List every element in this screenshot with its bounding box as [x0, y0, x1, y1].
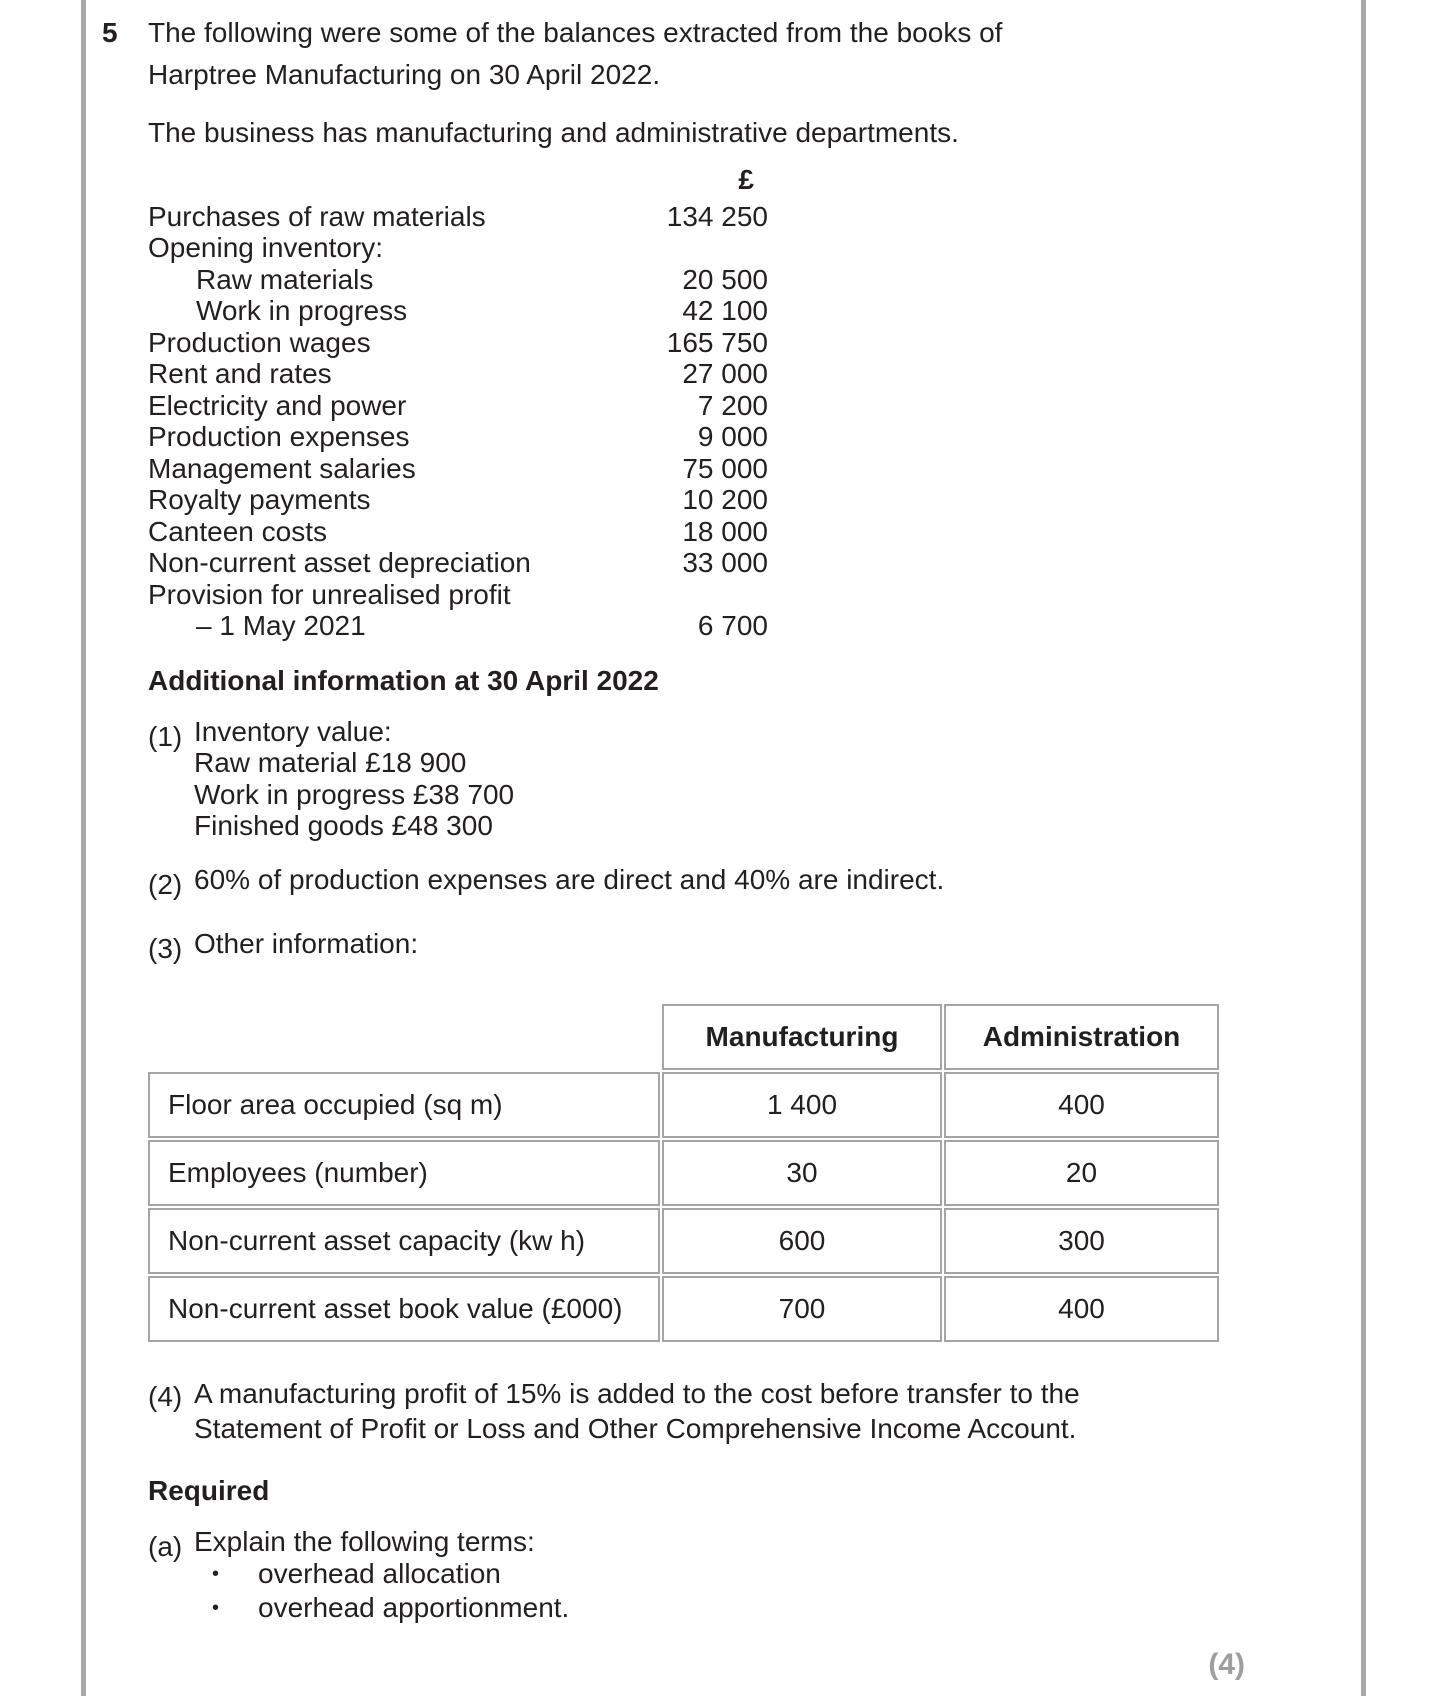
info-item-1-body — [194, 716, 1230, 842]
balance-label: Provision for unrealised profit — [148, 578, 511, 610]
currency-header: £ — [738, 164, 754, 195]
info-item-4-marker: (4) — [148, 1380, 183, 1412]
info-item-4-body — [194, 1376, 1230, 1446]
other-information-title: Other information: — [194, 927, 419, 959]
right-margin-rule — [1361, 0, 1366, 1696]
part-a — [148, 1526, 1230, 1626]
table-cell-value: 400 — [944, 1276, 1219, 1342]
balance-label: Purchases of raw materials — [148, 200, 486, 232]
table-row-label: Employees (number) — [148, 1140, 660, 1206]
inventory-work-in-progress: Work in progress £38 700 — [194, 778, 515, 810]
balance-row — [148, 516, 768, 548]
bullet-text-overhead-apportionment: overhead apportionment. — [258, 1592, 570, 1623]
balances-header-row — [148, 164, 768, 196]
balance-amount: 27 000 — [682, 358, 768, 389]
balance-row — [148, 453, 768, 485]
balance-row — [148, 232, 768, 264]
balance-amount: 6 700 — [697, 610, 768, 641]
info-item-2 — [148, 864, 1230, 906]
marks-badge: (4) — [1208, 1648, 1245, 1681]
balance-row — [148, 579, 768, 611]
table-cell-value: 600 — [662, 1208, 942, 1274]
production-expenses-note: 60% of production expenses are direct and 40% are indirect. — [194, 863, 945, 895]
balance-row — [148, 610, 768, 642]
info-item-3 — [148, 928, 1230, 970]
balance-amount: 10 200 — [682, 484, 768, 515]
balance-label: Canteen costs — [148, 515, 327, 547]
info-item-3-marker: (3) — [148, 932, 183, 964]
part-a-body — [194, 1526, 1230, 1626]
inventory-raw-material: Raw material £18 900 — [194, 747, 467, 778]
balance-label: Management salaries — [148, 452, 416, 484]
manufacturing-profit-note: A manufacturing profit of 15% is added to the cost before transfer to the Statement of Profit or Loss and Other Comprehensive Income Account. — [194, 1377, 1080, 1444]
question-intro-text: The following were some of the balances extracted from the books of Harptree Manufacturing on 30 April 2022. — [148, 17, 1003, 90]
balance-amount: 42 100 — [682, 295, 768, 326]
balance-row — [148, 358, 768, 390]
balance-label: Electricity and power — [148, 389, 407, 421]
info-item-1-marker: (1) — [148, 720, 183, 752]
balance-row — [148, 390, 768, 422]
business-note: The business has manufacturing and administrative departments. — [148, 117, 959, 148]
balance-amount: 18 000 — [682, 515, 768, 547]
bullet-text-overhead-allocation: overhead allocation — [258, 1558, 501, 1589]
table-cell-value: 20 — [944, 1140, 1219, 1206]
balance-label: Non-current asset depreciation — [148, 547, 531, 578]
table-row-label: Non-current asset book value (£000) — [148, 1276, 660, 1342]
bullet-item — [194, 1591, 1230, 1625]
question-intro-block — [102, 12, 1230, 96]
balance-label: Production expenses — [148, 421, 410, 452]
inventory-title: Inventory value: — [194, 715, 392, 747]
departments-table — [148, 1004, 1230, 1342]
info-item-4 — [148, 1376, 1230, 1446]
balance-label: – 1 May 2021 — [196, 610, 366, 641]
balance-row — [148, 547, 768, 579]
table-cell-value: 1 400 — [662, 1072, 942, 1138]
info-item-2-body — [194, 864, 1230, 896]
table-header-manufacturing: Manufacturing — [662, 1004, 942, 1070]
required-heading: Required — [148, 1474, 270, 1506]
balance-row — [148, 327, 768, 359]
table-cell-value: 700 — [662, 1276, 942, 1342]
balance-row — [148, 295, 768, 327]
balance-row — [148, 264, 768, 296]
table-cell-value: 300 — [944, 1208, 1219, 1274]
balance-label: Royalty payments — [148, 484, 371, 515]
part-a-marker: (a) — [148, 1530, 183, 1562]
balance-label: Raw materials — [196, 263, 374, 295]
question-number: 5 — [102, 17, 118, 48]
part-a-text: Explain the following terms: — [194, 1525, 535, 1557]
bullet-glyph: • — [212, 1597, 220, 1619]
balances-list — [148, 164, 768, 642]
balance-label: Opening inventory: — [148, 232, 384, 263]
table-cell-value: 30 — [662, 1140, 942, 1206]
balance-amount: 134 250 — [666, 200, 768, 232]
table-row-label: Floor area occupied (sq m) — [148, 1072, 660, 1138]
balance-amount: 33 000 — [682, 547, 768, 578]
table-row-label: Non-current asset capacity (kw h) — [148, 1208, 660, 1274]
table-cell-value: 400 — [944, 1072, 1219, 1138]
left-margin-rule — [81, 0, 86, 1696]
question-content — [102, 12, 1230, 1625]
table-header-administration: Administration — [944, 1004, 1219, 1070]
balance-label: Rent and rates — [148, 358, 332, 389]
info-item-3-body — [194, 928, 1230, 960]
balance-label: Production wages — [148, 326, 371, 358]
balance-amount: 9 000 — [697, 421, 768, 452]
table-corner-blank — [148, 1004, 660, 1070]
additional-info-heading: Additional information at 30 April 2022 — [148, 664, 659, 696]
balance-amount: 7 200 — [697, 389, 768, 421]
info-item-1 — [148, 716, 1230, 842]
balance-amount: 165 750 — [666, 326, 768, 358]
info-item-2-marker: (2) — [148, 868, 183, 900]
balance-row — [148, 421, 768, 453]
balance-label: Work in progress — [196, 295, 408, 326]
balance-row — [148, 484, 768, 516]
balance-amount: 75 000 — [682, 452, 768, 484]
balance-row — [148, 201, 768, 233]
bullet-item — [194, 1557, 1230, 1591]
inventory-finished-goods: Finished goods £48 300 — [194, 810, 493, 841]
bullet-glyph: • — [212, 1563, 220, 1585]
balance-amount: 20 500 — [682, 263, 768, 295]
